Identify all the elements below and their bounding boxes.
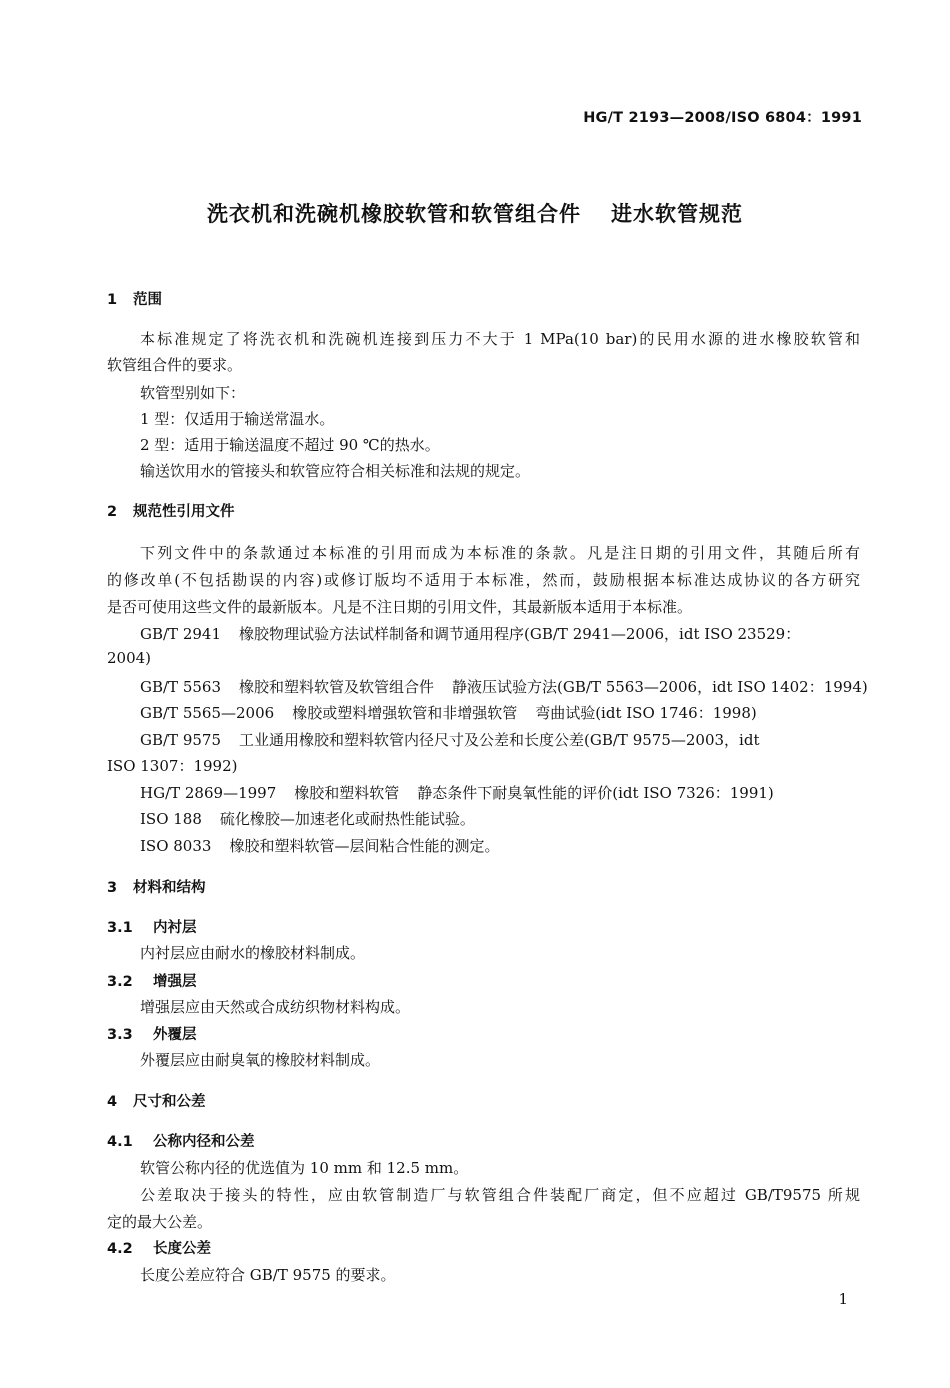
section-4-heading [107, 1090, 206, 1111]
reference-title: 橡胶和塑料软管及软管组合件 [239, 678, 435, 696]
subsection-number: 4.1 [107, 1134, 133, 1150]
subsection-3-2-heading [107, 970, 197, 991]
paragraph: 内衬层应由耐水的橡胶材料制成。 [140, 944, 366, 962]
page-number: 1 [838, 1290, 848, 1308]
reference-title-tail: 静液压试验方法(GB/T 5563—2006，idt ISO 1402：1994) [452, 678, 868, 696]
section-title: 规范性引用文件 [133, 504, 235, 520]
section-2-heading [107, 500, 235, 521]
reference-title: 橡胶物理试验方法试样制备和调节通用程序(GB/T 2941—2006，idt ISO 23529： [239, 625, 801, 643]
section-title: 范围 [133, 292, 162, 308]
subsection-title: 外覆层 [153, 1027, 197, 1043]
paragraph: 软管型别如下： [140, 384, 246, 402]
subsection-title: 增强层 [153, 974, 197, 990]
title-part-2: 进水软管规范 [611, 202, 743, 226]
reference-code: GB/T 5565—2006 [140, 704, 275, 722]
reference-item [140, 835, 499, 856]
reference-title: 橡胶或塑料增强软管和非增强软管 [292, 704, 518, 722]
paragraph: 输送饮用水的管接头和软管应符合相关标准和法规的规定。 [140, 462, 531, 480]
reference-title-tail: 静态条件下耐臭氧性能的评价(idt ISO 7326：1991) [417, 784, 774, 802]
reference-continuation: 2004) [107, 649, 152, 667]
reference-title-tail: 弯曲试验(idt ISO 1746：1998) [535, 704, 757, 722]
reference-title: 硫化橡胶—加速老化或耐热性能试验。 [219, 810, 475, 828]
paragraph: 的修改单(不包括勘误的内容)或修订版均不适用于本标准，然而，鼓励根据本标准达成协议的各方研究 [107, 571, 860, 589]
reference-continuation: ISO 1307：1992) [107, 757, 238, 775]
subsection-3-3-heading [107, 1023, 197, 1044]
section-number: 4 [107, 1094, 118, 1110]
section-1-heading [107, 288, 162, 309]
reference-item [140, 808, 475, 829]
subsection-4-2-heading [107, 1237, 211, 1258]
section-3-heading [107, 876, 206, 897]
reference-code: GB/T 2941 [140, 625, 222, 643]
standard-code: HG/T 2193—2008/ISO 6804：1991 [583, 110, 862, 126]
reference-code: ISO 8033 [140, 837, 212, 855]
subsection-number: 4.2 [107, 1241, 133, 1257]
reference-item [140, 676, 868, 697]
subsection-4-1-heading [107, 1130, 255, 1151]
subsection-number: 3.2 [107, 974, 133, 990]
section-number: 3 [107, 880, 118, 896]
reference-title: 工业通用橡胶和塑料软管内径尺寸及公差和长度公差(GB/T 9575—2003，idt [239, 731, 760, 749]
reference-item [140, 623, 800, 644]
title-part-1: 洗衣机和洗碗机橡胶软管和软管组合件 [207, 202, 581, 226]
section-number: 1 [107, 292, 118, 308]
paragraph: 外覆层应由耐臭氧的橡胶材料制成。 [140, 1051, 381, 1069]
paragraph: 下列文件中的条款通过本标准的引用而成为本标准的条款。凡是注日期的引用文件，其随后所有 [140, 544, 860, 562]
paragraph: 定的最大公差。 [107, 1213, 213, 1231]
document-title [0, 198, 950, 228]
reference-item [140, 729, 759, 750]
subsection-title: 公称内径和公差 [153, 1134, 255, 1150]
subsection-title: 内衬层 [153, 920, 197, 936]
paragraph: 1 型：仅适用于输送常温水。 [140, 410, 335, 428]
paragraph: 本标准规定了将洗衣机和洗碗机连接到压力不大于 1 MPa(10 bar)的民用水源的进水橡胶软管和 [140, 330, 860, 348]
reference-code: GB/T 5563 [140, 678, 222, 696]
paragraph: 公差取决于接头的特性，应由软管制造厂与软管组合件装配厂商定，但不应超过 GB/T9575 所规 [140, 1186, 860, 1204]
paragraph: 2 型：适用于输送温度不超过 90 ℃的热水。 [140, 436, 440, 454]
subsection-number: 3.3 [107, 1027, 133, 1043]
reference-title: 橡胶和塑料软管—层间粘合性能的测定。 [229, 837, 500, 855]
reference-code: HG/T 2869—1997 [140, 784, 277, 802]
subsection-title: 长度公差 [153, 1241, 211, 1257]
paragraph: 软管组合件的要求。 [107, 356, 243, 374]
paragraph: 是否可使用这些文件的最新版本。凡是不注日期的引用文件，其最新版本适用于本标准。 [107, 598, 693, 616]
section-title: 尺寸和公差 [133, 1094, 206, 1110]
reference-item [140, 782, 774, 803]
section-title: 材料和结构 [133, 880, 206, 896]
reference-item [140, 702, 757, 723]
reference-code: GB/T 9575 [140, 731, 222, 749]
paragraph: 长度公差应符合 GB/T 9575 的要求。 [140, 1266, 396, 1284]
paragraph: 软管公称内径的优选值为 10 mm 和 12.5 mm。 [140, 1159, 469, 1177]
section-number: 2 [107, 504, 118, 520]
reference-title: 橡胶和塑料软管 [294, 784, 400, 802]
subsection-3-1-heading [107, 916, 197, 937]
reference-code: ISO 188 [140, 810, 202, 828]
paragraph: 增强层应由天然或合成纺织物材料构成。 [140, 998, 411, 1016]
subsection-number: 3.1 [107, 920, 133, 936]
